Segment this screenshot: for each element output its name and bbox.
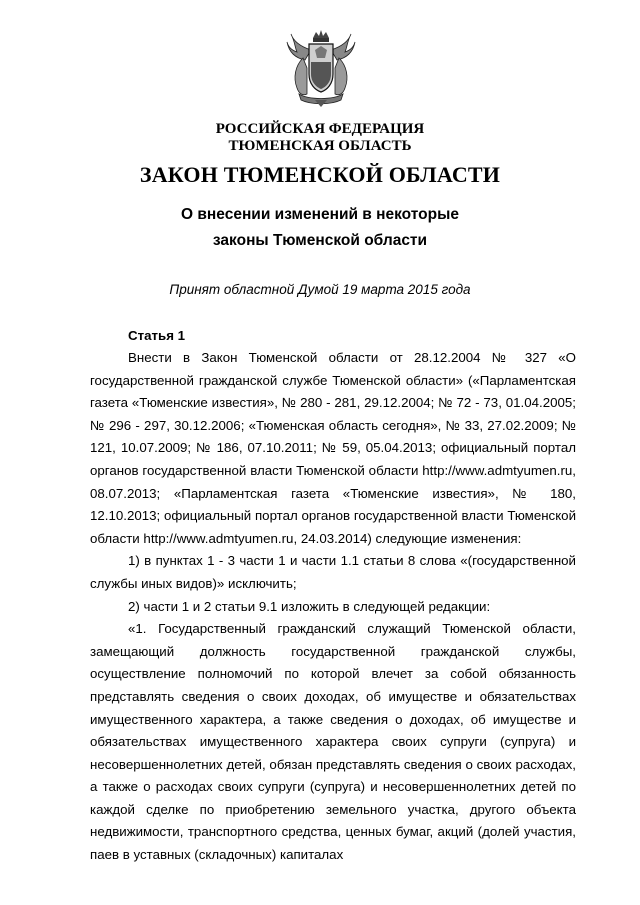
coat-of-arms-icon bbox=[285, 28, 357, 108]
paragraph-item-1: 1) в пунктах 1 - 3 части 1 и части 1.1 статьи 8 слова «(государственной службы иных видов)» исключить; bbox=[90, 553, 576, 591]
law-title: ЗАКОН ТЮМЕНСКОЙ ОБЛАСТИ bbox=[139, 162, 501, 187]
paragraph-quoted-part-1: «1. Государственный гражданский служащий Тюменской области, замещающий должность государственной гражданской службы, осуществление полномочий по которой влечет за собой обязанность представлять сведения о своих доходах, об имуществе и обязательствах имущественного характера, а также сведения о доходах, об имуществе и обязательствах имущественного характера своих супруги (супруга) и несовершеннолетних детей, обязан представлять сведения о своих расходах, а также о расходах своих супруги (супруга) и несовершеннолетних детей по каждой сделке по приобретению земельного участка, другого объекта недвижимости, транспортного средства, ценных бумаг, акций (долей участия, паев в уставных (складочных) капиталах bbox=[90, 621, 576, 863]
law-subtitle-line1: О внесении изменений в некоторые bbox=[181, 206, 459, 223]
adoption-date: Принят областной Думой 19 марта 2015 года bbox=[169, 282, 471, 297]
law-body bbox=[90, 325, 576, 867]
law-subtitle-line2: законы Тюменской области bbox=[212, 232, 428, 249]
paragraph-item-2: 2) части 1 и 2 статьи 9.1 изложить в следующей редакции: bbox=[128, 598, 491, 614]
article-heading: Статья 1 bbox=[128, 328, 186, 343]
paragraph-amendment-intro: Внести в Закон Тюменской области от 28.12.2004 № 327 «О государственной гражданской службе Тюменской области» («Парламентская газета «Тюменские известия», № 280 - 281, 29.12.2004; № 72 - 73, 01.04.2005; № 296 - 297, 30.12.2006; «Тюменская область сегодня», № 33, 27.02.2009; № 121, 10.07.2009; № 186, 07.10.2011; № 59, 05.04.2013; официальный портал органов государственной власти Тюменской области http://www.admtyumen.ru, 08.07.2013; «Парламентская газета «Тюменские известия», № 180, 12.10.2013; официальный портал органов государственной власти Тюменской области http://www.admtyumen.ru, 24.03.2014) следующие изменения: bbox=[90, 350, 576, 546]
country-heading: РОССИЙСКАЯ ФЕДЕРАЦИЯ bbox=[215, 121, 425, 137]
region-heading: ТЮМЕНСКАЯ ОБЛАСТЬ bbox=[228, 138, 412, 154]
